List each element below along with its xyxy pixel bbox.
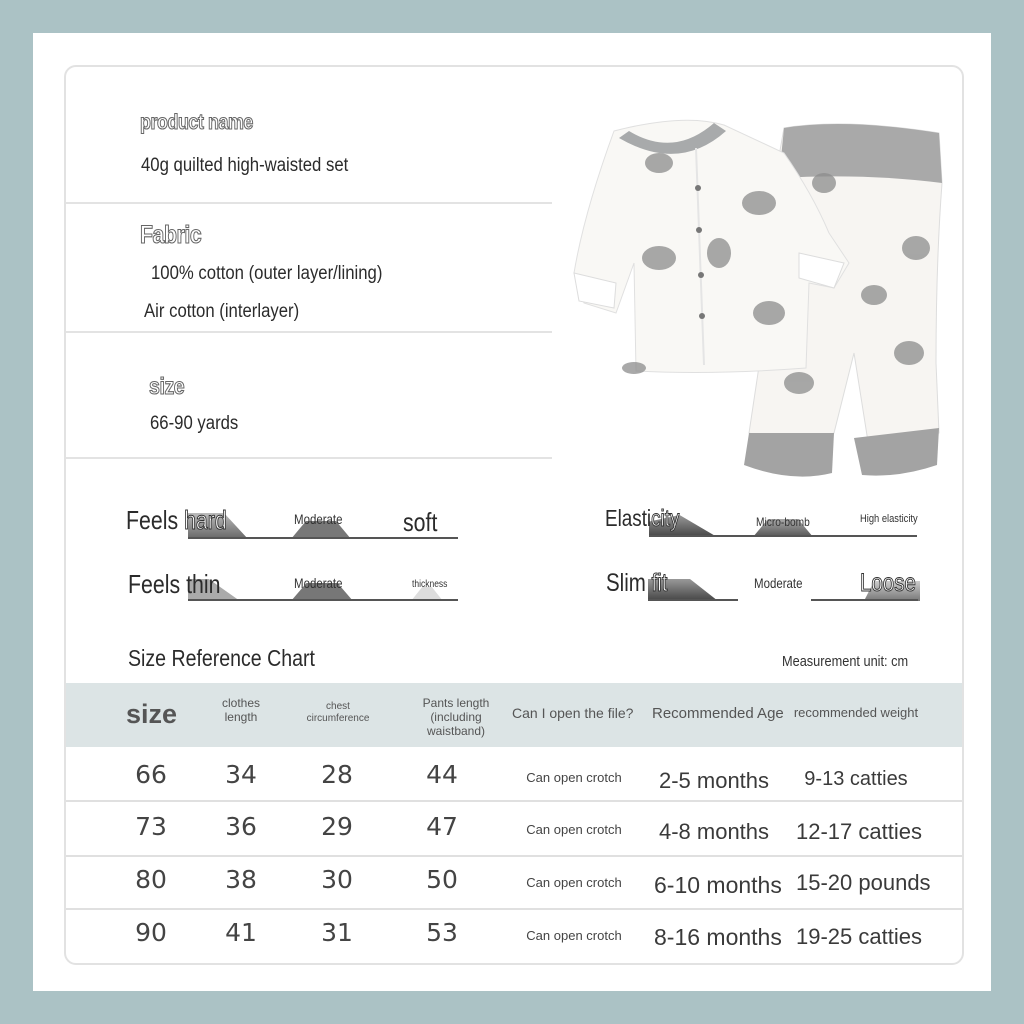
attribute-high-option: thickness [412, 579, 448, 590]
cell-size: 66 [135, 760, 167, 789]
header-recommended-weight: recommended weight [793, 705, 919, 720]
cell-clothes-length: 36 [225, 812, 257, 841]
attribute-prefix: Feels [126, 505, 179, 535]
cell-age: 2-5 months [658, 768, 770, 793]
attribute-prefix: Feels [128, 569, 181, 599]
cell-chest: 30 [321, 865, 353, 894]
header-size: size [126, 699, 178, 729]
header-line: Pants length (including [422, 696, 490, 724]
divider [66, 457, 552, 459]
slider-track [188, 599, 458, 601]
header-pants-length [396, 697, 516, 738]
attribute-hardness [126, 505, 526, 545]
attribute-thickness [128, 569, 528, 609]
attribute-mid-option: Moderate [294, 511, 343, 527]
header-open-crotch: Can I open the file? [512, 705, 634, 721]
table-row [66, 857, 964, 910]
cell-weight: 15-20 pounds [796, 870, 931, 895]
attribute-low-option: hard [184, 505, 227, 535]
cell-pants-length: 47 [426, 812, 458, 841]
attribute-prefix-outline: city [651, 505, 680, 531]
size-value: 66-90 yards [150, 413, 239, 434]
cell-pants-length: 53 [426, 918, 458, 947]
cell-weight: 9-13 catties [804, 768, 908, 790]
header-chest-circumference [298, 701, 378, 724]
header-line: chest [326, 701, 350, 712]
slider-track [648, 599, 738, 601]
table-row [66, 748, 964, 801]
cell-weight: 19-25 catties [796, 924, 922, 949]
cell-weight: 12-17 catties [796, 819, 922, 844]
clothing-set-icon [544, 103, 944, 483]
attribute-prefix: Elasti [605, 505, 652, 531]
fabric-line-2: Air cotton (interlayer) [144, 301, 300, 322]
attribute-mid-option: Moderate [754, 575, 803, 591]
attribute-mid-option: Moderate [294, 575, 343, 591]
header-recommended-age: Recommended Age [652, 705, 784, 722]
attribute-fit [606, 569, 926, 609]
attribute-high-option: High elasticity [860, 513, 918, 525]
attribute-high-option: Loose [860, 569, 916, 597]
cell-size: 80 [135, 865, 167, 894]
cell-clothes-length: 34 [225, 760, 257, 789]
cell-chest: 29 [321, 812, 353, 841]
table-row [66, 802, 964, 855]
fabric-line-1: 100% cotton (outer layer/lining) [151, 263, 383, 284]
attribute-prefix-outline: fit [651, 569, 668, 597]
product-info-card [64, 65, 964, 965]
cell-clothes-length: 38 [225, 865, 257, 894]
attribute-prefix: Slim [606, 569, 646, 597]
header-line: clothes [221, 696, 261, 710]
product-image [544, 103, 944, 483]
header-clothes-length [211, 697, 271, 725]
size-chart-header [66, 683, 964, 747]
attribute-high-option: soft [403, 507, 438, 537]
cell-pants-length: 50 [426, 865, 458, 894]
cell-open: Can open crotch [526, 875, 622, 890]
cell-open: Can open crotch [526, 928, 622, 943]
product-name-label: product name [140, 111, 253, 134]
cell-size: 73 [135, 812, 167, 841]
divider [66, 202, 552, 204]
attribute-mid-option: Micro-bomb [756, 515, 810, 529]
header-line: length [224, 709, 258, 724]
divider [66, 331, 552, 333]
slider-track [811, 599, 918, 601]
cell-age: 8-16 months [654, 924, 782, 950]
attribute-elasticity [605, 505, 925, 545]
slider-track [649, 535, 917, 537]
size-label: size [149, 373, 185, 399]
cell-open: Can open crotch [526, 770, 622, 785]
header-line: circumference [306, 712, 370, 724]
measurement-unit-note: Measurement unit: cm [782, 653, 909, 670]
cell-age: 4-8 months [658, 819, 770, 844]
table-row [66, 910, 964, 963]
header-line: waistband) [426, 723, 486, 738]
cell-chest: 31 [321, 918, 353, 947]
cell-open: Can open crotch [526, 822, 622, 837]
cell-age: 6-10 months [654, 872, 782, 898]
product-name-value: 40g quilted high-waisted set [141, 155, 349, 176]
fabric-label: Fabric [140, 221, 202, 249]
size-chart-title: Size Reference Chart [128, 645, 315, 671]
attribute-low-option: thin [186, 569, 221, 599]
cell-size: 90 [135, 918, 167, 947]
cell-clothes-length: 41 [225, 918, 257, 947]
cell-pants-length: 44 [426, 760, 458, 789]
cell-chest: 28 [321, 760, 353, 789]
